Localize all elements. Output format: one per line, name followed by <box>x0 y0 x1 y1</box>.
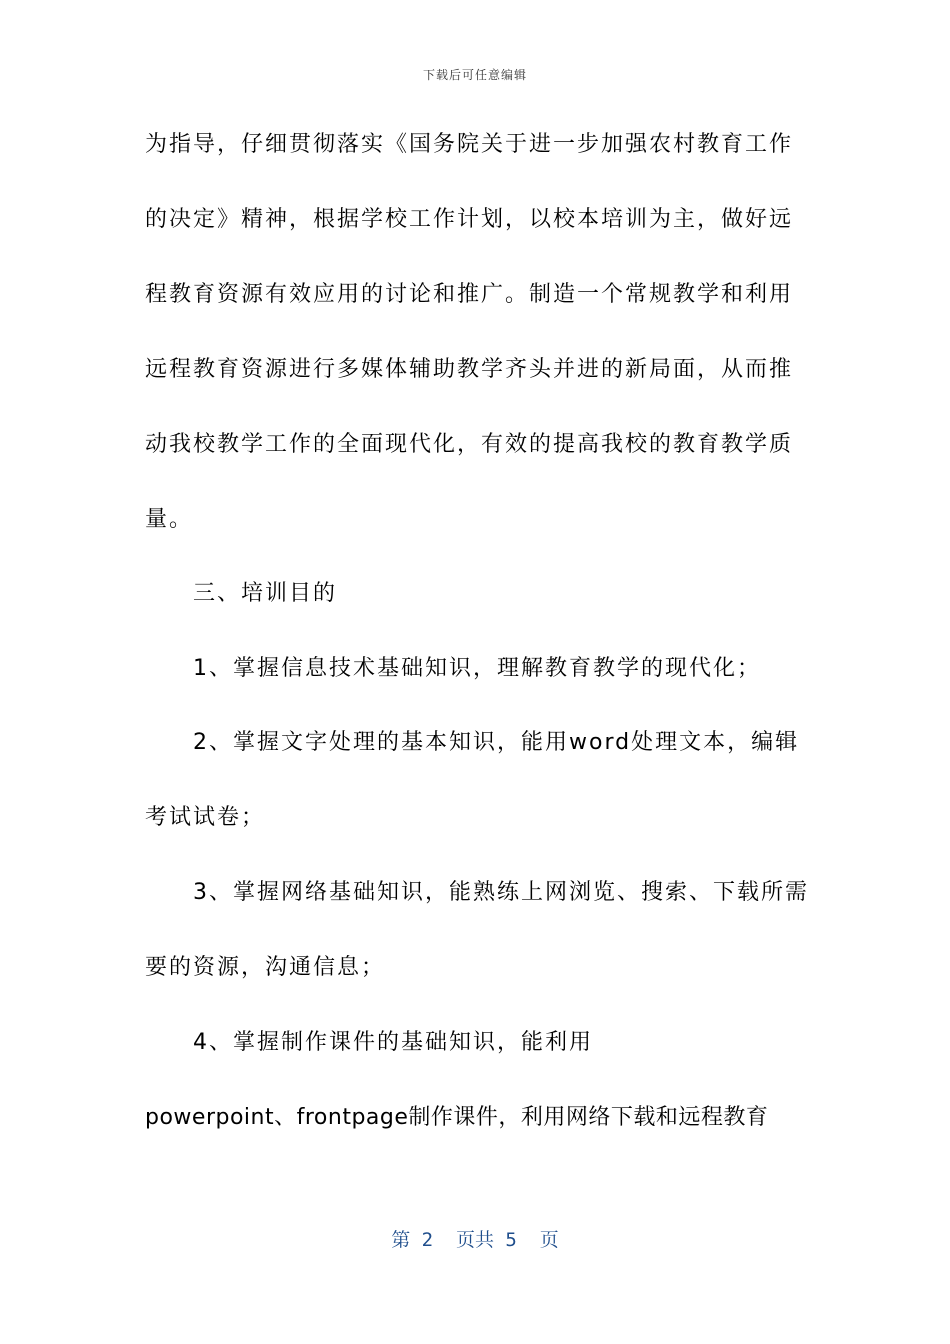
body-line: powerpoint、frontpage制作课件，利用网络下载和远程教育 <box>145 1105 769 1130</box>
page-header: 下载后可任意编辑 <box>422 68 527 82</box>
body-line: 程教育资源有效应用的讨论和推广。制造一个常规教学和利用 <box>145 282 794 307</box>
section-heading: 三、培训目的 <box>193 581 338 606</box>
body-line: 动我校教学工作的全面现代化，有效的提高我校的教育教学质 <box>145 432 794 457</box>
list-item: 2、掌握文字处理的基本知识，能用word处理文本，编辑 <box>193 730 800 755</box>
body-line: 为指导，仔细贯彻落实《国务院关于进一步加强农村教育工作 <box>145 132 794 157</box>
list-item: 4、掌握制作课件的基础知识，能利用 <box>193 1030 593 1055</box>
body-line: 的决定》精神，根据学校工作计划，以校本培训为主，做好远 <box>145 207 794 232</box>
body-line: 要的资源，沟通信息； <box>145 955 386 980</box>
body-line: 考试试卷； <box>145 805 266 830</box>
page-footer: 第 2 页共 5 页 <box>391 1229 559 1251</box>
list-item: 1、掌握信息技术基础知识，理解教育教学的现代化； <box>193 656 761 681</box>
list-item: 3、掌握网络基础知识，能熟练上网浏览、搜索、下载所需 <box>193 880 809 905</box>
body-line: 量。 <box>145 507 194 532</box>
body-line: 远程教育资源进行多媒体辅助教学齐头并进的新局面，从而推 <box>145 357 794 382</box>
